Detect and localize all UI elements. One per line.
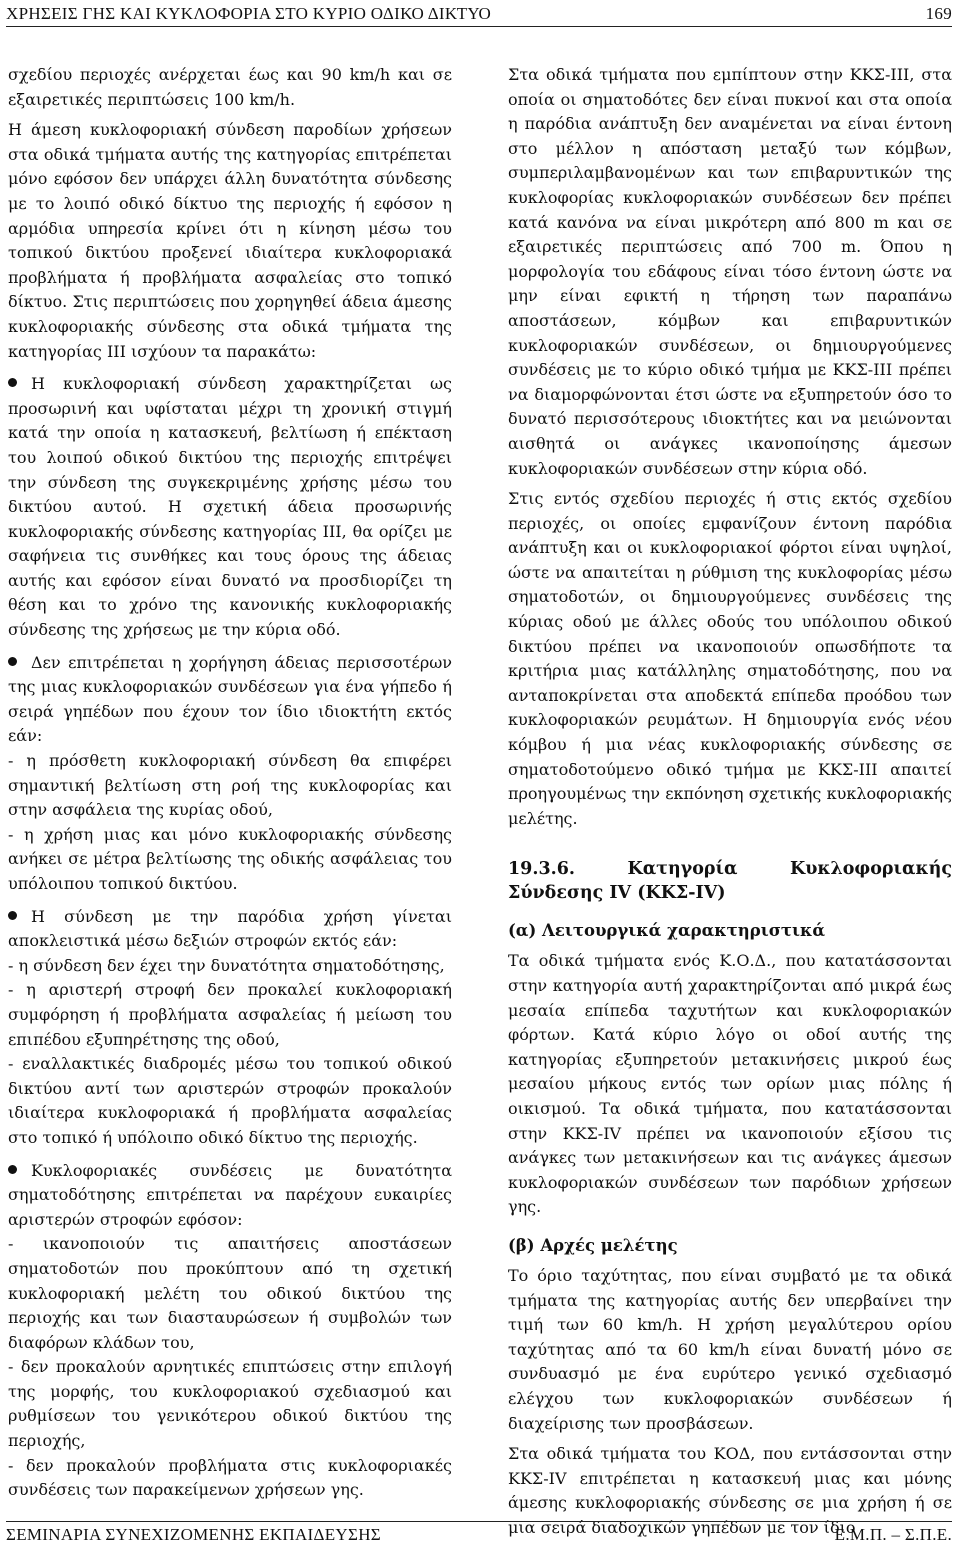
bullet-item: Δεν επιτρέπεται η χορήγηση άδειας περισσοτέρων της μιας κυκλοφοριακών συνδέσεων για ένα γήπεδο ή σειρά γηπέδων που έχουν τον ίδιο ιδιοκτήτη εκτός εάν: [8, 652, 452, 746]
paragraph: Τα οδικά τμήματα ενός Κ.Ο.Δ., που κατατάσσονται στην κατηγορία αυτή χαρακτηρίζονται από μικρά έως μεσαία επίπεδα ταχυτήτων και κυκλοφοριακών φόρτων. Κατά κύριο λόγο οι οδοί αυτής της κατηγορίας εξυπηρετούν μετακινήσεις μικρού έως μεσαίου μήκους εντός των ορίων μιας πόλης ή οικισμού. Τα οδικά τμήματα, που κατατάσσονται στην ΚΚΣ-ΙV πρέπει να ικανοποιούν εξίσου τις ανάγκες των μετακινήσεων και τις ανάγκες άμεσων κυκλοφοριακών συνδέσεων των παρόδιων χρήσεων γης. [508, 951, 952, 1217]
dash-item: - εναλλακτικές διαδρομές μέσω του τοπικού οδικού δικτύου αντί των αριστερών στροφών προκαλούν ιδιαίτερα κυκλοφοριακά ή προβλήματα ασφαλείας στο τοπικό ή υπόλοιπο οδικό δίκτυο της περιοχής. [8, 1054, 452, 1147]
dash-item: - δεν προκαλούν αρνητικές επιπτώσεις στην επιλογή της μορφής, του κυκλοφοριακού σχεδιασμού και ρυθμίσεων του γενικότερου οδικού δικτύου της περιοχής, [8, 1357, 452, 1451]
dash-item: - η χρήση μιας και μόνο κυκλοφοριακής σύνδεσης ανήκει σε μέτρα βελτίωσης της οδικής ασφάλειας του υπόλοιπου τοπικού δικτύου. [8, 824, 452, 893]
paragraph: Το όριο ταχύτητας, που είναι συμβατό με τα οδικά τμήματα της κατηγορίας αυτής δεν υπερβαίνει την τιμή των 60 km/h. Η χρήση μεγαλύτερου ορίου ταχύτητας από τα 60 km/h είναι δυνατή μόνο σε συνδυασμό με ένα ευρύτερο γενικό σχεδιασμό ελέγχου των κυκλοφοριακών συνδέσεων ή διαχείρισης των προσβάσεων. [508, 1265, 952, 1433]
bullet-item: Η κυκλοφοριακή σύνδεση χαρακτηρίζεται ως προσωρινή και υφίσταται μέχρι τη χρονική στιγμή κατά την οποία η κατασκευή, βελτίωση ή επέκταση του λοιπού οδικού δικτύου της περιοχής επιτρέψει την σύνδεση της συγκεκριμένης χρήσης μέσω του δικτύου αυτού. Η σχετική άδεια προσωρινής κυκλοφοριακής σύνδεσης κατηγορίας ΙΙΙ, θα ορίζει με σαφήνεια τις συνθήκες και τους όρους της άδειας αυτής και εφόσον είναι δυνατό να προσδιορίζει τη θέση και το χρόνο της κανονικής κυκλοφοριακής σύνδεσης της χρήσεως με την κύρια οδό. [8, 374, 452, 640]
dash-item: - δεν προκαλούν προβλήματα στις κυκλοφοριακές συνδέσεις των παρακείμενων χρήσεων γης. [8, 1455, 452, 1500]
subsection-heading: (α) Λειτουργικά χαρακτηριστικά [508, 921, 826, 941]
bullet-icon [8, 657, 17, 666]
bullet-item: Η σύνδεση με την παρόδια χρήση γίνεται αποκλειστικά μέσω δεξιών στροφών εκτός εάν: [8, 906, 452, 951]
page-number: 169 [925, 4, 952, 23]
footer-right: Ε.Μ.Π. – Σ.Π.Ε. [834, 1525, 952, 1544]
page-footer [6, 1521, 952, 1546]
section-heading: 19.3.6. Κατηγορία Κυκλοφοριακής Σύνδεσης IV (ΚΚΣ-ΙV) [508, 859, 952, 904]
dash-item: - η αριστερή στροφή δεν προκαλεί κυκλοφοριακή συμφόρηση ή προβλήματα ασφαλείας ή μείωση του επιπέδου εξυπηρέτησης της οδού, [8, 980, 452, 1049]
paragraph: Στα οδικά τμήματα του ΚΟΔ, που εντάσσονται στην ΚΚΣ-ΙV επιτρέπεται η κατασκευή μιας και μόνης άμεσης κυκλοφοριακής σύνδεσης σε μια χρήση ή σε μια σειρά διαδοχικών γηπέδων με τον ίδιο [508, 1444, 952, 1537]
paragraph: Στις εντός σχεδίου περιοχές ή στις εκτός σχεδίου περιοχές, οι οποίες εμφανίζουν έντονη παρόδια ανάπτυξη και οι κυκλοφοριακοί φόρτοι είναι υψηλοί, ώστε να απαιτείται η ρύθμιση της κυκλοφορίας μέσω σηματοδοτών, οι δημιουργούμενες συνδέσεις της κύριας οδού με άλλες οδούς του υπόλοιπου οδικού δικτύου πρέπει να ικανοποιούν οπωσδήποτε τα κριτήρια μιας κατάλληλης σηματοδότησης, που να ανταποκρίνεται στα αποδεκτά επίπεδα προόδου των κυκλοφοριακών ρευμάτων. Η δημιουργία ενός νέου κόμβου ή μια νέας κυκλοφοριακής σύνδεσης σε σηματοδοτούμενο οδικό τμήμα με ΚΚΣ-ΙΙΙ απαιτεί προηγουμένως την εκπόνηση σχετικής κυκλοφοριακής μελέτης. [508, 489, 952, 828]
page-header [6, 4, 952, 27]
paragraph: Η άμεση κυκλοφοριακή σύνδεση παροδίων χρήσεων στα οδικά τμήματα αυτής της κατηγορίας επιτρέπεται μόνο εφόσον δεν υπάρχει άλλη δυνατότητα σύνδεσης με το λοιπό οδικό δίκτυο της περιοχής ή εφόσον η αρμόδια υπηρεσία κρίνει ότι η κίνηση μέσω του τοπικού δικτύου προξενεί ιδιαίτερα κυκλοφοριακά προβλήματα ή προβλήματα ασφαλείας στο τοπικό δίκτυο. Στις περιπτώσεις που χορηγηθεί άδεια άμεσης κυκλοφοριακής σύνδεσης στα οδικά τμήματα της κατηγορίας ΙΙΙ ισχύουν τα παρακάτω: [8, 120, 452, 361]
running-title: ΧΡΗΣΕΙΣ ΓΗΣ ΚΑΙ ΚΥΚΛΟΦΟΡΙΑ ΣΤΟ ΚΥΡΙΟ ΟΔΙΚΟ ΔΙΚΤΥΟ [6, 4, 492, 23]
subsection-heading: (β) Αρχές μελέτης [508, 1235, 678, 1255]
paragraph: Στα οδικά τμήματα που εμπίπτουν στην ΚΚΣ-ΙΙΙ, στα οποία οι σηματοδότες δεν είναι πυκνοί και στα οποία η παρόδια ανάπτυξη δεν αναμένεται να είναι έντονη στο μέλλον η απόσταση μεταξύ των κόμβων, συμπεριλαμβανομένων και των επιβαρυντικών της κυκλοφορίας κυκλοφοριακών συνδέσεων δεν πρέπει κατά κανόνα να είναι μικρότερη από 800 m και σε εξαιρετικές περιπτώσεις από 700 m. Όπου η μορφολογία του εδάφους είναι τόσο έντονη ώστε να μην είναι εφικτή η τήρηση των παραπάνω αποστάσεων, κόμβων και επιβαρυντικών κυκλοφοριακών συνδέσεων, οι δημιουργούμενες συνδέσεις με το κύριο οδικό τμήμα με ΚΚΣ-ΙΙΙ πρέπει να διαμορφώνονται έτσι ώστε να εξυπηρετούν όσο το δυνατό περισσότερους ιδιοκτήτες και να μειώνονται αισθητά οι ανάγκες ικανοποίησης άμεσων κυκλοφοριακών συνδέσεων στην κύρια οδό. [508, 65, 952, 478]
bullet-icon [8, 911, 17, 920]
bullet-icon [8, 1165, 17, 1174]
right-column [508, 63, 952, 1540]
left-column [8, 63, 452, 1503]
bullet-item: Κυκλοφοριακές συνδέσεις με δυνατότητα σηματοδότησης επιτρέπεται να παρέχουν ευκαιρίες αριστερών στροφών εφόσον: [8, 1160, 452, 1229]
footer-left: ΣΕΜΙΝΑΡΙΑ ΣΥΝΕΧΙΖΟΜΕΝΗΣ ΕΚΠΑΙΔΕΥΣΗΣ [6, 1525, 381, 1544]
dash-item: - ικανοποιούν τις απαιτήσεις αποστάσεων σηματοδοτών που προκύπτουν από τη σχετική κυκλοφοριακή μελέτη του οδικού δικτύου της περιοχής και των διασταυρώσεων ή συμβολών των διαφόρων κλάδων του, [8, 1234, 452, 1352]
dash-item: - η σύνδεση δεν έχει την δυνατότητα σηματοδότησης, [8, 955, 445, 975]
bullet-icon [8, 378, 17, 387]
paragraph: σχεδίου περιοχές ανέρχεται έως και 90 km/h και σε εξαιρετικές περιπτώσεις 100 km/h. [8, 65, 452, 109]
dash-item: - η πρόσθετη κυκλοφοριακή σύνδεση θα επιφέρει σημαντική βελτίωση στη ροή της κυκλοφορίας και στην ασφάλεια της κυρίας οδού, [8, 751, 452, 820]
